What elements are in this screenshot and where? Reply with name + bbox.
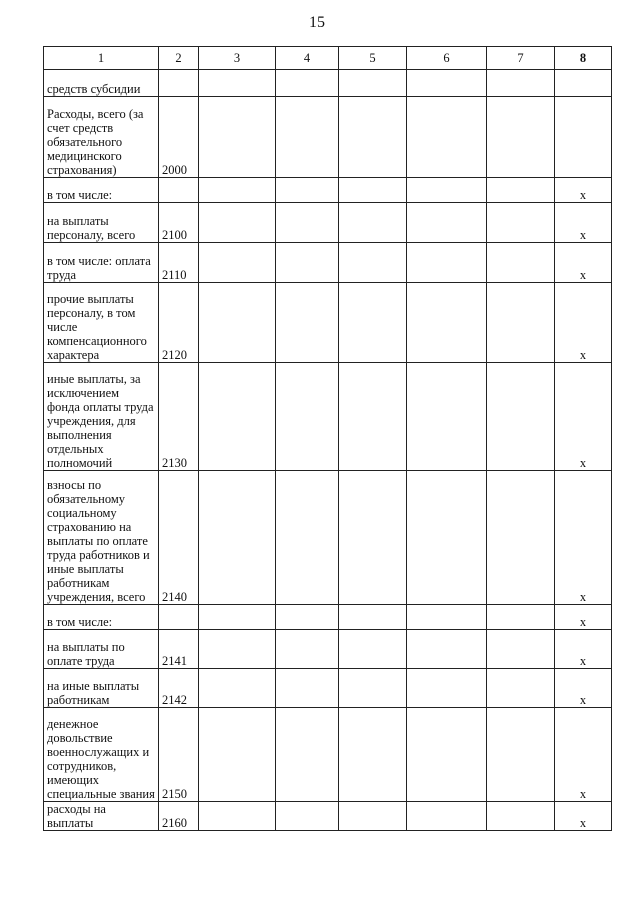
cell-col7 <box>487 708 555 802</box>
row-label: расходы на выплаты <box>44 802 159 831</box>
cell-col5 <box>339 802 407 831</box>
cell-col5 <box>339 363 407 471</box>
row-label: денежное довольствие военнослужащих и сотрудников, имеющих специальные звания <box>44 708 159 802</box>
table-row <box>44 178 612 203</box>
cell-col4 <box>276 203 339 243</box>
cell-col6 <box>407 243 487 283</box>
cell-col4 <box>276 97 339 178</box>
table-row <box>44 70 612 97</box>
cell-col3 <box>199 630 276 669</box>
cell-col7 <box>487 802 555 831</box>
cell-col7 <box>487 283 555 363</box>
cell-col4 <box>276 708 339 802</box>
table-row <box>44 630 612 669</box>
cell-col4 <box>276 669 339 708</box>
row-col8: x <box>555 630 612 669</box>
cell-col3 <box>199 243 276 283</box>
column-header-3: 3 <box>199 47 276 70</box>
cell-col5 <box>339 203 407 243</box>
table-header-row <box>44 47 612 70</box>
cell-col3 <box>199 802 276 831</box>
cell-col6 <box>407 669 487 708</box>
cell-col4 <box>276 70 339 97</box>
cell-col5 <box>339 471 407 605</box>
row-col8: x <box>555 178 612 203</box>
row-col8: x <box>555 669 612 708</box>
cell-col5 <box>339 630 407 669</box>
table-row <box>44 97 612 178</box>
cell-col3 <box>199 669 276 708</box>
cell-col6 <box>407 708 487 802</box>
row-col8: x <box>555 471 612 605</box>
cell-col3 <box>199 70 276 97</box>
cell-col3 <box>199 203 276 243</box>
cell-col4 <box>276 243 339 283</box>
cell-col6 <box>407 802 487 831</box>
row-col8: x <box>555 802 612 831</box>
row-col8: x <box>555 363 612 471</box>
row-code: 2160 <box>159 802 199 831</box>
table-row <box>44 802 612 831</box>
row-code <box>159 70 199 97</box>
cell-col7 <box>487 363 555 471</box>
cell-col4 <box>276 363 339 471</box>
column-header-8: 8 <box>555 47 612 70</box>
row-label: в том числе: оплата труда <box>44 243 159 283</box>
row-code: 2141 <box>159 630 199 669</box>
cell-col3 <box>199 283 276 363</box>
cell-col7 <box>487 203 555 243</box>
row-col8: x <box>555 283 612 363</box>
row-label: на выплаты персоналу, всего <box>44 203 159 243</box>
row-label: на выплаты по оплате труда <box>44 630 159 669</box>
row-label: Расходы, всего (за счет средств обязательного медицинского страхования) <box>44 97 159 178</box>
cell-col6 <box>407 605 487 630</box>
table-row <box>44 203 612 243</box>
cell-col4 <box>276 605 339 630</box>
table-row <box>44 283 612 363</box>
table-row <box>44 605 612 630</box>
cell-col5 <box>339 283 407 363</box>
cell-col6 <box>407 630 487 669</box>
cell-col3 <box>199 708 276 802</box>
cell-col3 <box>199 97 276 178</box>
column-header-1: 1 <box>44 47 159 70</box>
cell-col3 <box>199 178 276 203</box>
table-row <box>44 708 612 802</box>
cell-col5 <box>339 708 407 802</box>
cell-col4 <box>276 630 339 669</box>
cell-col5 <box>339 243 407 283</box>
row-label: на иные выплаты работникам <box>44 669 159 708</box>
cell-col4 <box>276 178 339 203</box>
row-label: прочие выплаты персоналу, в том числе компенсационного характера <box>44 283 159 363</box>
table-row <box>44 363 612 471</box>
column-header-2: 2 <box>159 47 199 70</box>
row-col8: x <box>555 605 612 630</box>
cell-col7 <box>487 471 555 605</box>
row-code <box>159 605 199 630</box>
cell-col5 <box>339 70 407 97</box>
row-col8 <box>555 97 612 178</box>
page-number: 15 <box>309 14 325 31</box>
cell-col3 <box>199 363 276 471</box>
cell-col5 <box>339 178 407 203</box>
row-col8 <box>555 70 612 97</box>
row-code: 2130 <box>159 363 199 471</box>
row-label: в том числе: <box>44 605 159 630</box>
cell-col6 <box>407 203 487 243</box>
cell-col6 <box>407 178 487 203</box>
cell-col7 <box>487 605 555 630</box>
cell-col5 <box>339 605 407 630</box>
cell-col6 <box>407 70 487 97</box>
row-label: иные выплаты, за исключением фонда оплаты труда учреждения, для выполнения отдельных полномочий <box>44 363 159 471</box>
cell-col6 <box>407 283 487 363</box>
row-col8: x <box>555 203 612 243</box>
row-label: взносы по обязательному социальному страхованию на выплаты по оплате труда работников и иные выплаты работникам учреждения, всего <box>44 471 159 605</box>
cell-col5 <box>339 669 407 708</box>
cell-col7 <box>487 70 555 97</box>
cell-col4 <box>276 471 339 605</box>
row-code: 2100 <box>159 203 199 243</box>
cell-col4 <box>276 802 339 831</box>
cell-col7 <box>487 178 555 203</box>
row-col8: x <box>555 243 612 283</box>
cell-col6 <box>407 471 487 605</box>
column-header-5: 5 <box>339 47 407 70</box>
cell-col3 <box>199 605 276 630</box>
row-code: 2110 <box>159 243 199 283</box>
row-code: 2000 <box>159 97 199 178</box>
row-code <box>159 178 199 203</box>
row-label: средств субсидии <box>44 70 159 97</box>
table-row <box>44 669 612 708</box>
row-col8: x <box>555 708 612 802</box>
cell-col5 <box>339 97 407 178</box>
column-header-4: 4 <box>276 47 339 70</box>
table-row <box>44 243 612 283</box>
row-code: 2120 <box>159 283 199 363</box>
cell-col6 <box>407 363 487 471</box>
row-code: 2150 <box>159 708 199 802</box>
cell-col4 <box>276 283 339 363</box>
table-row <box>44 471 612 605</box>
row-code: 2140 <box>159 471 199 605</box>
cell-col7 <box>487 243 555 283</box>
cell-col7 <box>487 630 555 669</box>
row-code: 2142 <box>159 669 199 708</box>
column-header-6: 6 <box>407 47 487 70</box>
column-header-7: 7 <box>487 47 555 70</box>
report-table <box>43 46 612 831</box>
cell-col3 <box>199 471 276 605</box>
row-label: в том числе: <box>44 178 159 203</box>
cell-col6 <box>407 97 487 178</box>
cell-col7 <box>487 97 555 178</box>
cell-col7 <box>487 669 555 708</box>
